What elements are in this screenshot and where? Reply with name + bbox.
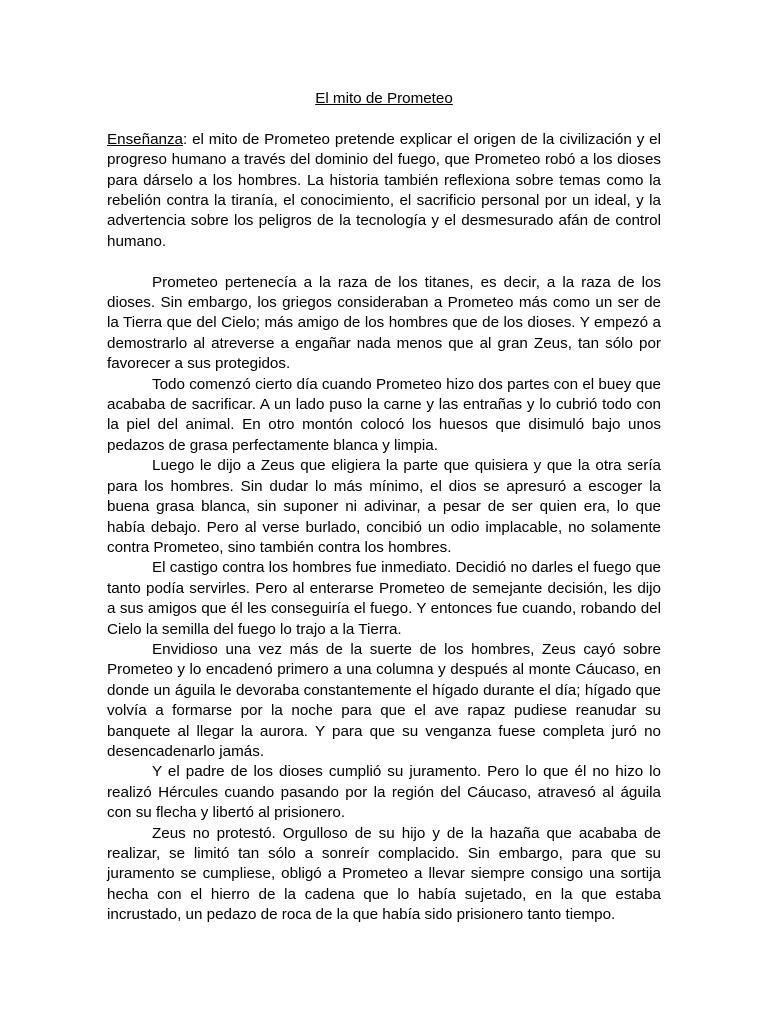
story-paragraph-1: Prometeo pertenecía a la raza de los titanes, es decir, a la raza de los dioses. Sin embargo, los griegos consideraban a Prometeo más como un ser de la Tierra que del Cielo; más amigo de los hombres que de los dioses. Y empezó a demostrarlo al atreverse a engañar nada menos que al gran Zeus, tan sólo por favorecer a sus protegidos. xyxy=(107,273,661,373)
blank-line xyxy=(107,109,661,129)
document-title: El mito de Prometeo xyxy=(315,90,453,107)
story-paragraph-4: El castigo contra los hombres fue inmediato. Decidió no darles el fuego que tanto podía servirles. Pero al enterarse Prometeo de semejante decisión, les dijo a sus amigos que él les conseguiría el fuego. Y entonces fue cuando, robando del Cielo la semilla del fuego lo trajo a la Tierra. xyxy=(107,559,661,638)
teaching-paragraph xyxy=(107,130,661,252)
story-paragraph-7: Zeus no protestó. Orgulloso de su hijo y de la hazaña que acababa de realizar, se limitó tan sólo a sonreír complacido. Sin embargo, para que su juramento se cumpliese, obligó a Prometeo a llevar siempre consigo una sortija hecha con el hierro de la cadena que lo había sujetado, en la que estaba incrustado, un pedazo de roca de la que había sido prisionero tanto tiempo. xyxy=(107,824,661,924)
story-paragraph-5: Envidioso una vez más de la suerte de los hombres, Zeus cayó sobre Prometeo y lo encadenó primero a una columna y después al monte Cáucaso, en donde un águila le devoraba constantemente el hígado durante el día; hígado que volvía a formarse por la noche para que el ave rapaz pudiese reanudar su banquete al llegar la aurora. Y para que su venganza fuese completa juró no desencadenarlo jamás. xyxy=(107,640,661,760)
teaching-label: Enseñanza xyxy=(107,130,183,148)
story-paragraph-3: Luego le dijo a Zeus que eligiera la parte que quisiera y que la otra sería para los hombres. Sin dudar lo más mínimo, el dios se apresuró a escoger la buena grasa blanca, sin suponer ni adivinar, a pesar de ser quien era, lo que había debajo. Pero al verse burlado, concibió un odio implacable, no solamente contra Prometeo, sino también contra los hombres. xyxy=(107,457,661,556)
document-page xyxy=(107,89,661,926)
teaching-text: : el mito de Prometeo pretende explicar el origen de la civilización y el progreso humano a través del dominio del fuego, que Prometeo robó a los dioses para dárselo a los hombres. La historia también reflexiona sobre temas como la rebelión contra la tiranía, el conocimiento, el sacrificio personal por un ideal, y la advertencia sobre los peligros de la tecnología y el desmesurado afán de control humano. xyxy=(107,130,661,250)
story-paragraph-2: Todo comenzó cierto día cuando Prometeo hizo dos partes con el buey que acababa de sacrificar. A un lado puso la carne y las entrañas y lo cubrió todo con la piel del animal. En otro montón colocó los huesos que disimuló bajo unos pedazos de grasa perfectamente blanca y limpia. xyxy=(107,375,661,454)
blank-line xyxy=(107,252,661,272)
story-paragraph-6: Y el padre de los dioses cumplió su juramento. Pero lo que él no hizo lo realizó Hércules cuando pasando por la región del Cáucaso, atravesó al águila con su flecha y libertó al prisionero. xyxy=(107,763,661,822)
